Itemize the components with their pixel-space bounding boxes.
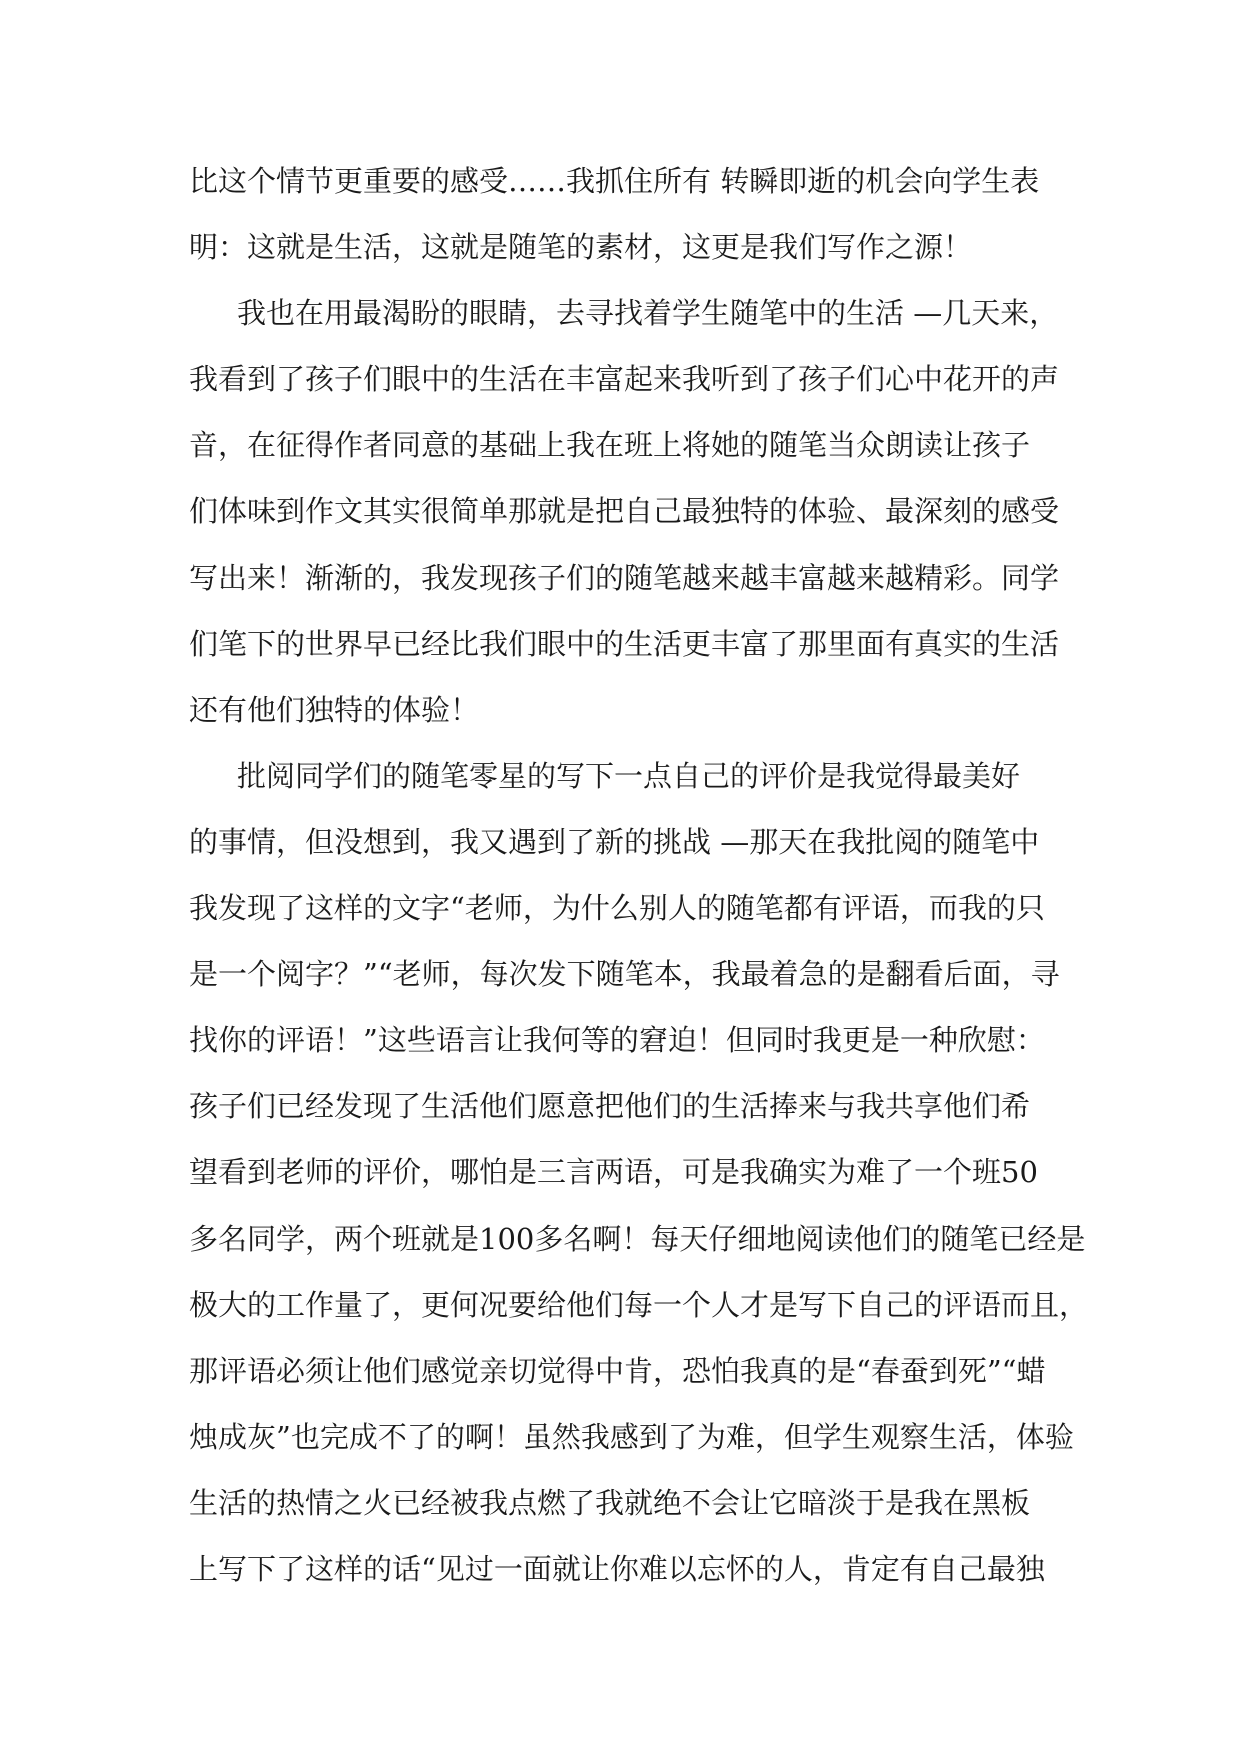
text-line: 还有他们独特的体验！ xyxy=(189,692,480,727)
text-line: 们笔下的世界早已经比我们眼中的生活更丰富了那里面有真实的生活 xyxy=(189,626,1060,661)
text-line: 比这个情节更重要的感受……我抓住所有 转瞬即逝的机会向学生表 xyxy=(189,164,1040,198)
text-line: 生活的热情之火已经被我点燃了我就绝不会让它暗淡于是我在黑板 xyxy=(189,1485,1031,1520)
paragraph-start-line: 我也在用最渴盼的眼睛，去寻找着学生随笔中的生活 —几天来， xyxy=(237,296,1059,331)
text-line: 我发现了这样的文字“老师，为什么别人的随笔都有评语，而我的只 xyxy=(189,891,1045,926)
text-line: 的事情，但没想到，我又遇到了新的挑战 —那天在我批阅的随笔中 xyxy=(189,824,1040,859)
text-line: 是一个阅字？”“老师，每次发下随笔本，我最着急的是翻看后面，寻 xyxy=(189,957,1060,992)
text-line: 多名同学，两个班就是100多名啊！每天仔细地阅读他们的随笔已经是 xyxy=(189,1221,1086,1256)
text-line: 烛成灰”也完成不了的啊！虽然我感到了为难，但学生观察生活，体验 xyxy=(189,1419,1074,1454)
text-line: 写出来！渐渐的，我发现孩子们的随笔越来越丰富越来越精彩。同学 xyxy=(189,560,1060,595)
body-text xyxy=(189,155,1089,1609)
text-line: 上写下了这样的话“见过一面就让你难以忘怀的人，肯定有自己最独 xyxy=(189,1551,1045,1586)
text-line: 那评语必须让他们感觉亲切觉得中肯，恐怕我真的是“春蚕到死”“蜡 xyxy=(189,1353,1046,1388)
text-line: 极大的工作量了，更何况要给他们每一个人才是写下自己的评语而且， xyxy=(189,1287,1089,1322)
text-line: 找你的评语！”这些语言让我何等的窘迫！但同时我更是一种欣慰： xyxy=(189,1023,1045,1058)
text-line: 明：这就是生活，这就是随笔的素材，这更是我们写作之源！ xyxy=(189,230,973,265)
text-line: 们体味到作文其实很简单那就是把自己最独特的体验、最深刻的感受 xyxy=(189,494,1060,529)
text-line: 望看到老师的评价，哪怕是三言两语，可是我确实为难了一个班50 xyxy=(189,1155,1038,1190)
text-line: 音，在征得作者同意的基础上我在班上将她的随笔当众朗读让孩子 xyxy=(189,428,1031,463)
text-line: 孩子们已经发现了生活他们愿意把他们的生活捧来与我共享他们希 xyxy=(189,1089,1031,1124)
text-line: 我看到了孩子们眼中的生活在丰富起来我听到了孩子们心中花开的声 xyxy=(189,362,1060,397)
paragraph-start-line: 批阅同学们的随笔零星的写下一点自己的评价是我觉得最美好 xyxy=(237,758,1021,793)
